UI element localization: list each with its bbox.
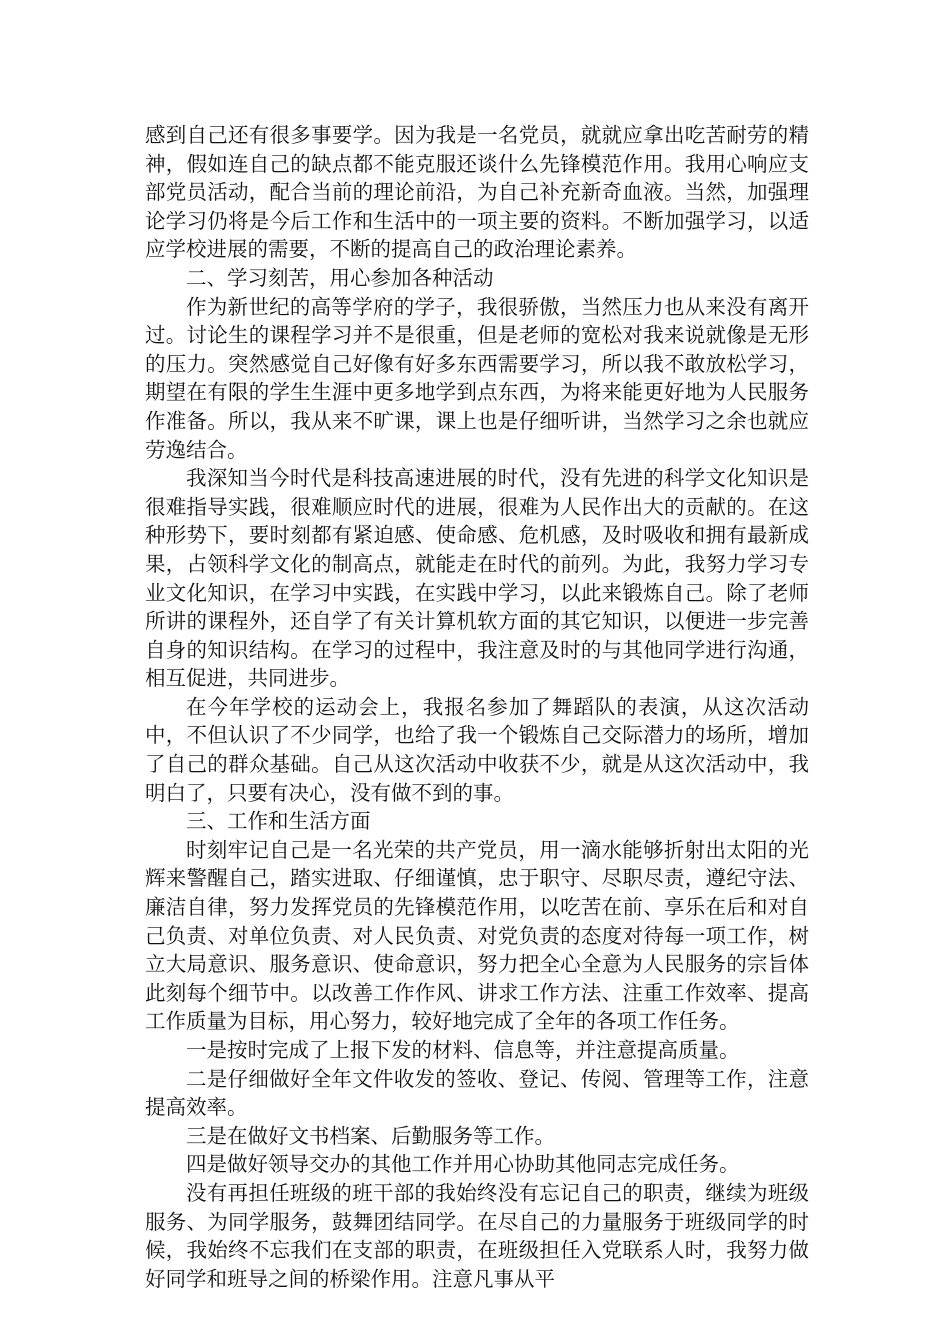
document-body <box>145 121 809 1293</box>
paragraph: 时刻牢记自己是一名光荣的共产党员，用一滴水能够折射出太阳的光辉来警醒自己，踏实进取、仔细谨慎，忠于职守、尽职尽责，遵纪守法、廉洁自律，努力发挥党员的先锋模范作用，以吃苦在前、享乐在后和对自己负责、对单位负责、对人民负责、对党负责的态度对待每一项工作，树立大局意识、服务意识、使命意识，努力把全心全意为人民服务的宗旨体此刻每个细节中。以改善工作作风、讲求工作方法、注重工作效率、提高工作质量为目标，用心努力，较好地完成了全年的各项工作任务。 <box>145 837 809 1034</box>
paragraph: 在今年学校的运动会上，我报名参加了舞蹈队的表演，从这次活动中，不但认识了不少同学，也给了我一个锻炼自己交际潜力的场所，增加了自己的群众基础。自己从这次活动中收获不少，就是从这次活动中，我明白了，只要有决心，没有做不到的事。 <box>145 694 809 805</box>
list-item: 一是按时完成了上报下发的材料、信息等，并注意提高质量。 <box>186 1038 740 1062</box>
paragraph: 作为新世纪的高等学府的学子，我很骄傲，当然压力也从来没有离开过。讨论生的课程学习并不是很重，但是老师的宽松对我来说就像是无形的压力。突然感觉自己好像有好多东西需要学习，所以我不敢放松学习，期望在有限的学生生涯中更多地学到点东西，为将来能更好地为人民服务作准备。所以，我从来不旷课，课上也是仔细听讲，当然学习之余也就应劳逸结合。 <box>145 294 809 462</box>
list-item: 四是做好领导交办的其他工作并用心协助其他同志完成任务。 <box>186 1152 740 1177</box>
section-heading-work-life: 三、工作和生活方面 <box>186 809 371 834</box>
section-heading-study: 二、学习刻苦，用心参加各种活动 <box>186 265 494 290</box>
list-item: 二是仔细做好全年文件收发的签收、登记、传阅、管理等工作，注意提高效率。 <box>145 1066 809 1120</box>
paragraph: 我深知当今时代是科技高速进展的时代，没有先进的科学文化知识是很难指导实践，很难顺应时代的进展，很难为人民作出大的贡献的。在这种形势下，要时刻都有紧迫感、使命感、危机感，及时吸收和拥有最新成果，占领科学文化的制高点，就能走在时代的前列。为此，我努力学习专业文化知识，在学习中实践，在实践中学习，以此来锻炼自己。除了老师所讲的课程外，还自学了有关计算机软方面的其它知识，以便进一步完善自身的知识结构。在学习的过程中，我注意及时的与其他同学进行沟通，相互促进，共同进步。 <box>145 466 809 691</box>
paragraph-continuation: 感到自己还有很多事要学。因为我是一名党员，就就应拿出吃苦耐劳的精神，假如连自己的缺点都不能克服还谈什么先锋模范作用。我用心响应支部党员活动，配合当前的理论前沿，为自己补充新奇血液。当然，加强理论学习仍将是今后工作和生活中的一项主要的资料。不断加强学习，以适应学校进展的需要，不断的提高自己的政治理论素养。 <box>145 123 809 262</box>
list-item: 三是在做好文书档案、后勤服务等工作。 <box>186 1123 555 1148</box>
paragraph: 没有再担任班级的班干部的我始终没有忘记自己的职责，继续为班级服务、为同学服务，鼓舞团结同学。在尽自己的力量服务于班级同学的时候，我始终不忘我们在支部的职责，在班级担任入党联系人时，我努力做好同学和班导之间的桥梁作用。注意凡事从平 <box>145 1180 809 1291</box>
